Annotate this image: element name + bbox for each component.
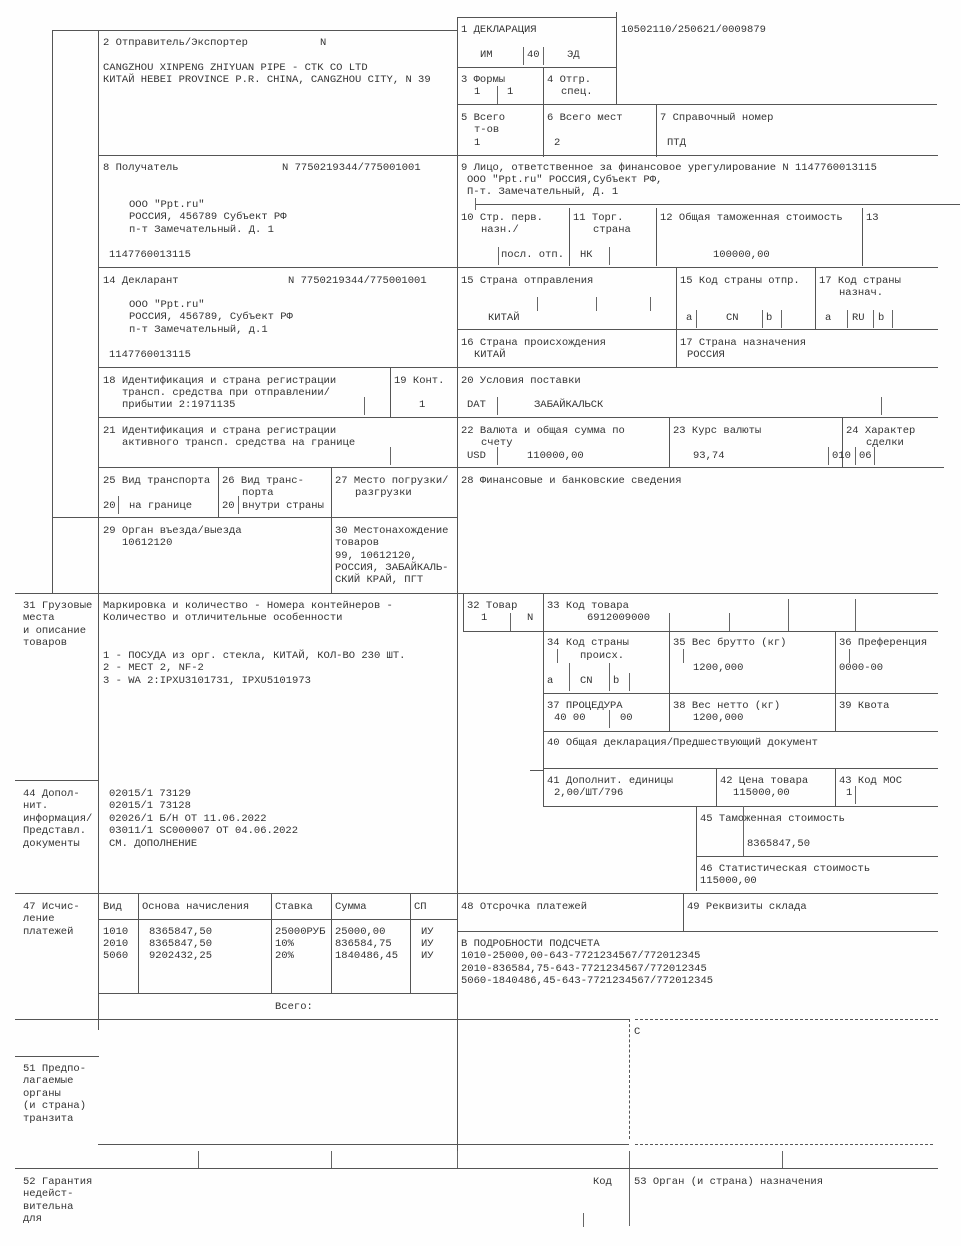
box3-value-2: 1 — [507, 86, 514, 98]
box17-label: 17 Страна назначения — [680, 337, 807, 349]
box45-label: 45 Таможенная стоимость — [700, 813, 845, 825]
payment-detail-line: 2010-836584,75-643-7721234567/772012345 — [461, 963, 707, 975]
box51-side-label-4: (и страна) — [23, 1100, 87, 1112]
goods-location-line-3: СКИЙ КРАЙ, ПГТ — [335, 574, 424, 586]
goods-location-line-2: РОССИЯ, ЗАБАЙКАЛЬ- — [335, 562, 449, 574]
box34-a: a — [547, 675, 554, 687]
box48-label: 48 Отсрочка платежей — [461, 901, 588, 913]
declarant-name: ООО "Ppt.ru" — [129, 299, 205, 311]
box51-side-label-5: транзита — [23, 1113, 74, 1125]
box13-label: 13 — [866, 212, 879, 224]
box52-side-label-4: для — [23, 1213, 42, 1225]
box17a-a: a — [825, 312, 832, 324]
transaction-code-2: 06 — [859, 450, 872, 462]
box27-label-2: разгрузки — [355, 487, 412, 499]
transaction-code-1: 010 — [832, 450, 851, 462]
reference-number-value: ПТД — [667, 137, 686, 149]
box19-label: 19 Конт. — [394, 375, 445, 387]
dispatch-country-code: CN — [726, 312, 739, 324]
dispatch-country-value: КИТАЙ — [488, 312, 520, 324]
financial-party-line-2: П-т. Замечательный, Д. 1 — [467, 186, 619, 198]
box17a-b: b — [878, 312, 885, 324]
box44-side-label-2: нит. — [23, 800, 49, 812]
item-price-value: 115000,00 — [733, 787, 790, 799]
box17a-label: 17 Код страны — [819, 275, 901, 287]
box5-label: 5 Всего — [461, 112, 506, 124]
box37-label: 37 ПРОЦЕДУРА — [547, 700, 623, 712]
box44-side-label-3: информация/ — [23, 813, 93, 825]
box15-label: 15 Страна отправления — [461, 275, 594, 287]
box51-side-label-2: лагаемые — [23, 1075, 74, 1087]
box2-label: 2 Отправитель/Экспортер — [103, 37, 248, 49]
goods-description-line: 3 - WA 2:IPXU3101731, IPXU5101973 — [103, 675, 311, 687]
box12-label: 12 Общая таможенная стоимость — [660, 212, 843, 224]
box44-side-label-5: документы — [23, 838, 80, 850]
box4-label-2: спец. — [561, 86, 593, 98]
valuation-method-value: 1 — [846, 787, 853, 799]
declarant-address-2: п-т Замечательный, д.1 — [129, 324, 268, 336]
destination-country-code: RU — [852, 312, 865, 324]
registration-number: 10502110/250621/0009879 — [621, 24, 766, 36]
total-packages-value: 2 — [554, 137, 561, 149]
box21-label-2: активного трансп. средства на границе — [122, 437, 356, 449]
box47-side-label-3: платежей — [23, 926, 74, 938]
payment-detail-line: 5060-1840486,45-643-7721234567/772012345 — [461, 975, 714, 987]
box31-side-label: 31 Грузовые — [23, 600, 93, 612]
box30-label-2: товаров — [335, 537, 380, 549]
cell-method: ИУ — [421, 950, 434, 962]
box22-label-2: счету — [481, 437, 513, 449]
payment-details-title: В ПОДРОБНОСТИ ПОДСЧЕТА — [461, 938, 600, 950]
cell-method: ИУ — [421, 926, 434, 938]
cell-amount: 25000,00 — [335, 926, 386, 938]
box24-label: 24 Характер — [846, 425, 916, 437]
box25-label: 25 Вид транспорта — [103, 475, 211, 487]
box36-label: 36 Преференция — [839, 637, 928, 649]
goods-description-line: 1 - ПОСУДА из орг. стекла, КИТАЙ, КОЛ-ВО 230 ШТ. — [103, 650, 406, 662]
consignee-inn: N 7750219344/775001001 — [282, 162, 421, 174]
payment-detail-line: 1010-25000,00-643-7721234567/772012345 — [461, 950, 701, 962]
consignee-ogrn: 1147760013115 — [109, 249, 191, 261]
box52-side-label-2: недейст- — [23, 1188, 74, 1200]
box10-label-2: назн./ — [481, 224, 519, 236]
document-line: 02015/1 73128 — [109, 800, 191, 812]
procedure-code: 40 00 — [554, 712, 586, 724]
box26-sub: внутри страны — [242, 500, 324, 512]
box10-label: 10 Стр. перв. — [461, 212, 543, 224]
delivery-place: ЗАБАЙКАЛЬСК — [534, 399, 604, 411]
box3-label: 3 Формы — [461, 74, 506, 86]
supplementary-units-value: 2,00/ШТ/796 — [554, 787, 624, 799]
cell-base: 8365847,50 — [149, 938, 213, 950]
box2-n-label: N — [320, 37, 327, 49]
box53-label: 53 Орган (и страна) назначения — [634, 1176, 824, 1188]
cell-rate: 25000РУБ — [275, 926, 326, 938]
box14-label: 14 Декларант — [103, 275, 179, 287]
exchange-rate: 93,74 — [693, 450, 725, 462]
document-line: 02015/1 73129 — [109, 788, 191, 800]
box32-label: 32 Товар — [467, 600, 518, 612]
inland-transport-code: 20 — [222, 500, 235, 512]
box9-label: 9 Лицо, ответственное за финансовое урегулирование N 1147760013115 — [461, 162, 877, 174]
box46-label: 46 Статистическая стоимость — [700, 863, 871, 875]
invoice-currency: USD — [467, 450, 486, 462]
box22-label: 22 Валюта и общая сумма по — [461, 425, 625, 437]
border-transport-code: 20 — [103, 500, 116, 512]
box8-label: 8 Получатель — [103, 162, 179, 174]
document-line: 02026/1 Б/Н ОТ 11.06.2022 — [109, 813, 267, 825]
box25-sub: на границе — [129, 500, 193, 512]
box11-label-2: страна — [593, 224, 631, 236]
column-header: Ставка — [275, 901, 313, 913]
cell-rate: 10% — [275, 938, 294, 950]
transport-id-value: прибытии 2:1971135 — [122, 399, 236, 411]
exporter-name: CANGZHOU XINPENG ZHIYUAN PIPE - CTK CO LTD — [103, 62, 368, 74]
box52-side-label: 52 Гарантия — [23, 1176, 93, 1188]
statistical-value: 115000,00 — [700, 875, 757, 887]
box40-label: 40 Общая декларация/Предшествующий документ — [547, 737, 818, 749]
box47-side-label-2: ление — [23, 913, 55, 925]
cell-rate: 20% — [275, 950, 294, 962]
cell-base: 8365847,50 — [149, 926, 213, 938]
box18-label-2: трансп. средства при отправлении/ — [122, 387, 330, 399]
cell-type: 5060 — [103, 950, 129, 962]
declaration-type-im: ИМ — [480, 49, 493, 61]
box43-label: 43 Код МОС — [839, 775, 903, 787]
box33-label: 33 Код товара — [547, 600, 629, 612]
invoice-amount: 110000,00 — [527, 450, 584, 462]
box5-label-2: т-ов — [474, 124, 500, 136]
box29-label: 29 Орган въезда/выезда — [103, 525, 242, 537]
cell-type: 1010 — [103, 926, 129, 938]
origin-country-code: CN — [580, 675, 593, 687]
box39-label: 39 Квота — [839, 700, 890, 712]
box35-label: 35 Вес брутто (кг) — [673, 637, 787, 649]
cell-base: 9202432,25 — [149, 950, 213, 962]
commodity-code: 6912009000 — [587, 612, 651, 624]
box10-label-3: посл. отп. — [501, 249, 565, 261]
box3-value-1: 1 — [474, 86, 481, 98]
cell-method: ИУ — [421, 938, 434, 950]
box27-label: 27 Место погрузки/ — [335, 475, 449, 487]
goods-location-line-1: 99, 10612120, — [335, 550, 417, 562]
gross-weight-value: 1200,000 — [693, 662, 744, 674]
cell-amount: 1840486,45 — [335, 950, 399, 962]
declarant-inn: N 7750219344/775001001 — [288, 275, 427, 287]
declarant-address-1: РОССИЯ, 456789, Субъект РФ — [129, 311, 293, 323]
box-c-label: С — [634, 1026, 641, 1038]
total-customs-value: 100000,00 — [713, 249, 770, 261]
box4-label: 4 Отгр. — [547, 74, 592, 86]
entry-office-value: 10612120 — [122, 537, 173, 549]
item-number: 1 — [481, 612, 488, 624]
box21-label: 21 Идентификация и страна регистрации — [103, 425, 337, 437]
box23-label: 23 Курс валюты — [673, 425, 762, 437]
declaration-type-ed: ЭД — [567, 49, 580, 61]
origin-country-value: КИТАЙ — [474, 349, 506, 361]
consignee-address-1: РОССИЯ, 456789 Субъект РФ — [129, 211, 287, 223]
destination-country-value: РОССИЯ — [687, 349, 725, 361]
box15a-label: 15 Код страны отпр. — [680, 275, 800, 287]
box51-side-label: 51 Предпо- — [23, 1063, 87, 1075]
declaration-label: 1 ДЕКЛАРАЦИЯ — [461, 24, 537, 36]
box32-n: N — [527, 612, 534, 624]
box31-side-label-4: товаров — [23, 637, 68, 649]
box31-side-label-3: и описание — [23, 625, 87, 637]
column-header: Сумма — [335, 901, 367, 913]
box49-label: 49 Реквизиты склада — [687, 901, 807, 913]
box26-label: 26 Вид транс- — [222, 475, 304, 487]
goods-description-line: 2 - МЕСТ 2, NF-2 — [103, 662, 204, 674]
declarant-ogrn: 1147760013115 — [109, 349, 191, 361]
box30-label: 30 Местонахождение — [335, 525, 449, 537]
box44-side-label-4: Представл. — [23, 825, 87, 837]
box34-b: b — [613, 675, 620, 687]
box38-label: 38 Вес нетто (кг) — [673, 700, 781, 712]
trading-country-value: НК — [580, 249, 593, 261]
box17a-label-2: назнач. — [839, 287, 884, 299]
box28-label: 28 Финансовые и банковские сведения — [461, 475, 682, 487]
box6-label: 6 Всего мест — [547, 112, 623, 124]
box31-header: Маркировка и количество - Номера контейнеров - — [103, 600, 393, 612]
box51-side-label-3: органы — [23, 1088, 61, 1100]
box47-side-label: 47 Исчис- — [23, 901, 80, 913]
box44-side-label: 44 Допол- — [23, 788, 80, 800]
box18-label: 18 Идентификация и страна регистрации — [103, 375, 337, 387]
box31-side-label-2: места — [23, 612, 55, 624]
container-value: 1 — [419, 399, 426, 411]
document-line: 03011/1 SC000007 ОТ 04.06.2022 — [109, 825, 299, 837]
box16-label: 16 Страна происхождения — [461, 337, 606, 349]
consignee-address-2: п-т Замечательный. Д. 1 — [129, 224, 274, 236]
box34-label: 34 Код страны — [547, 637, 629, 649]
preference-value: 0000-00 — [839, 662, 884, 674]
total-label: Всего: — [275, 1001, 313, 1013]
financial-party-line-1: ООО "Ppt.ru" РОССИЯ,Субъект РФ, — [467, 174, 663, 186]
consignee-name: ООО "Ppt.ru" — [129, 199, 205, 211]
procedure-code-2: 00 — [620, 712, 633, 724]
box34-label-2: происх. — [580, 650, 625, 662]
cell-type: 2010 — [103, 938, 129, 950]
column-header: Вид — [103, 901, 122, 913]
exporter-address: КИТАЙ HEBEI PROVINCE P.R. CHINA, CANGZHOU CITY, N 39 — [103, 74, 431, 86]
box20-label: 20 Условия поставки — [461, 375, 581, 387]
box26-label-2: порта — [242, 487, 274, 499]
column-header: Основа начисления — [142, 901, 250, 913]
column-header: СП — [414, 901, 427, 913]
net-weight-value: 1200,000 — [693, 712, 744, 724]
box24-label-2: сделки — [866, 437, 904, 449]
customs-value: 8365847,50 — [747, 838, 811, 850]
total-items-value: 1 — [474, 137, 481, 149]
delivery-term: DAT — [467, 399, 486, 411]
box52-code-label: Код — [593, 1176, 612, 1188]
box15a-a: a — [686, 312, 693, 324]
declaration-type-code: 40 — [527, 49, 540, 61]
box41-label: 41 Дополнит. единицы — [547, 775, 674, 787]
box11-label: 11 Торг. — [573, 212, 624, 224]
document-line: СМ. ДОПОЛНЕНИЕ — [109, 838, 198, 850]
box7-label: 7 Справочный номер — [660, 112, 774, 124]
cell-amount: 836584,75 — [335, 938, 392, 950]
box15a-b: b — [766, 312, 773, 324]
box52-side-label-3: вительна — [23, 1201, 74, 1213]
box42-label: 42 Цена товара — [720, 775, 809, 787]
box31-header-2: Количество и отличительные особенности — [103, 612, 343, 624]
